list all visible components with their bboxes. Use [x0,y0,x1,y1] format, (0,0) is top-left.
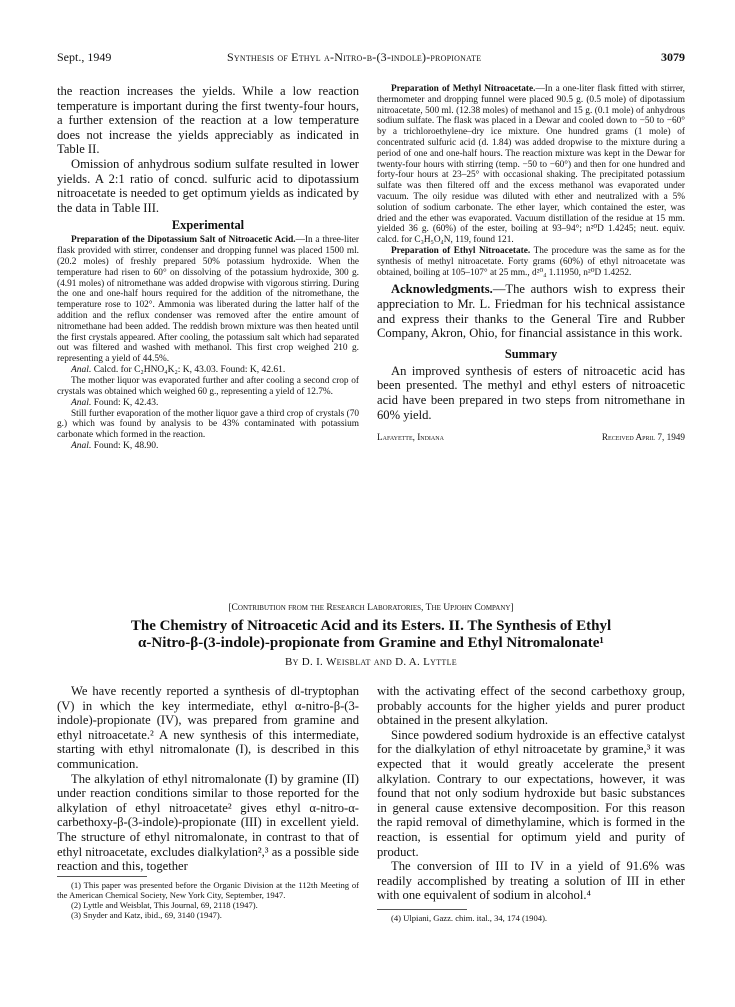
footnote: (3) Snyder and Katz, ibid., 69, 3140 (1947). [71,909,222,920]
paragraph: The alkylation of ethyl nitromalonate (I) by gramine (II) under reaction conditions similar to those reported for the alkylation of ethyl nitroacetate² gives ethyl α-nitro-α-carbethoxy-β-(3-indole)-propionate (III) in excellent yield. The structure of ethyl nitromalonate, in contrast to that of ethyl nitroacetate, excludes dialkylation²,³ as a possible side reaction and this, together [57,771,359,874]
article-title [57,618,685,652]
analysis-line [57,365,359,376]
analysis-label: Anal. [71,397,92,408]
running-header [57,50,685,66]
analysis-text: Found: K, 48.90. [93,440,159,451]
header-running-title: Synthesis of Ethyl α-Nitro-β-(3-indole)-propionate [227,50,482,64]
analysis-label: Anal. [71,440,92,451]
analysis-label: Anal. [71,364,92,375]
lower-left-column [57,684,359,920]
header-page-number: 3079 [661,50,685,64]
procedure-title: Preparation of Methyl Nitroacetate. [391,84,536,94]
footnote: (4) Ulpiani, Gazz. chim. ital., 34, 174 (1904). [391,912,548,923]
procedure-text: The procedure was the same as for the synthesis of methyl nitroacetate. Forty grams (60%) of ethyl nitroacetate was obtained, boiling at 105–107° at 25 mm., d²⁰₄ 1.11950, n²⁰D 1.4252. [377,245,686,278]
upper-left-column [57,84,359,452]
footnote: (1) This paper was presented before the Organic Division at the 112th Meeting of the American Chemical Society, New York City, September, 1947. [57,879,359,900]
procedure-paragraph: The mother liquor was evaporated further and after cooling a second crop of crystals was obtained which weighed 60 g., representing a yield of 12.7%. [57,375,359,397]
signature-line [377,432,685,442]
footnote-rule [377,909,467,910]
paragraph: with the activating effect of the second carbethoxy group, probably accounts for the higher yields and purer product obtained in the present alkylation. [377,684,685,728]
summary-heading: Summary [504,346,558,361]
acknowledgments [377,282,685,340]
paragraph: The conversion of III to IV in a yield of 91.6% was readily accomplished by treating a solution of III in ether with one equivalent of sodium in alcohol.⁴ [377,859,685,903]
procedure-text: —In a three-liter flask provided with stirrer, condenser and dropping funnel was placed 1500 ml. (20.2 moles) of freshly prepared 50% potassium hydroxide. When the temperature had risen to 60° on dissolving of the potassium hydroxide, 300 g. (4.91 moles) of nitromethane was added dropwise with vigorous stirring. During the one and one-half hours required for the addition of the nitromethane, the temperature rose to 102°. Ammonia was liberated during the latter half of the addition and the reflux condenser was removed after the entire amount of nitromethane had been added. The reddish brown mixture was then heated until the first crystals appeared. After cooling, the potassium salt which had separated out was filtered and washed with methanol. This first crop weighed 210 g. representing a yield of 44.5%. [57,235,359,365]
received-date: Received April 7, 1949 [601,432,685,443]
paragraph: We have recently reported a synthesis of dl-tryptophan (V) in which the key intermediate, ethyl α-nitro-β-(3-indole)-propionate (IV), was prepared from gramine and ethyl nitroacetate.² A new synthesis of this intermediate, starting with ethyl nitromalonate (I), is described in this communication. [57,684,359,771]
experimental-heading: Experimental [171,218,245,233]
analysis-text: Calcd. for C₂HNO₄K₂: K, 43.03. Found: K, 42.61. [93,364,286,375]
header-date: Sept., 1949 [57,50,112,64]
acknowledgments-title: Acknowledgments. [391,282,493,297]
paragraph: Since powdered sodium hydroxide is an effective catalyst for the dialkylation of ethyl nitroacetate by gramine,³ it was expected that it would greatly accelerate the present alkylation. Contrary to our expectations, however, it was found that not only sodium hydroxide but basic substances in general cause extensive decomposition. For this reason the rapid removal of dimethylamine, which is formed in the reaction, is essential for optimum yield and purity of product. [377,727,685,859]
procedure-paragraph [57,235,359,365]
article-title-line: The Chemistry of Nitroacetic Acid and its Esters. II. The Synthesis of Ethyl [130,618,612,634]
analysis-text: Found: K, 42.43. [93,397,159,408]
byline: By D. I. Weisblat and D. A. Lyttle [284,656,457,668]
analysis-line [57,441,359,452]
lower-right-column [377,684,685,923]
procedure-title: Preparation of the Dipotassium Salt of Nitroacetic Acid. [71,235,296,246]
procedure-paragraph: Still further evaporation of the mother liquor gave a third crop of crystals (70 g.) which was found by analysis to be 43% contaminated with potassium carbonate which formed in the reaction. [57,408,359,441]
procedure-title: Preparation of Ethyl Nitroacetate. [391,245,531,256]
contribution-note: [Contribution from the Research Laboratories, The Upjohn Company] [228,602,514,613]
footnote-rule [57,876,147,877]
analysis-line [57,398,359,409]
upper-right-column [377,84,685,442]
footnote: (2) Lyttle and Weisblat, This Journal, 69, 2118 (1947). [71,899,258,910]
procedure-paragraph [377,246,685,278]
procedure-paragraph [377,84,685,246]
paragraph: Omission of anhydrous sodium sulfate resulted in lower yields. A 2:1 ratio of concd. sulfuric acid to dipotassium nitroacetate is needed to get optimum yields as indicated by the data in Table III. [57,156,359,215]
article-title-line: α-Nitro-β-(3-indole)-propionate from Gramine and Ethyl Nitromalonate¹ [138,635,604,651]
paragraph: the reaction increases the yields. While a low reaction temperature is important during the first twenty-four hours, a further extension of the reaction at a low temperature does not increase the yields appreciably as indicated in Table II. [57,84,359,157]
summary-text: An improved synthesis of esters of nitroacetic acid has been presented. The methyl and ethyl esters of nitroacetic acid have been prepared in two steps from nitromethane in 60% yield. [377,363,685,422]
acknowledgments-text: —The authors wish to express their appreciation to Mr. L. Friedman for his technical assistance and express their thanks to the General Tire and Rubber Company, Akron, Ohio, for financial assistance in this work. [377,282,685,341]
procedure-text: —In a one-liter flask fitted with stirrer, thermometer and dropping funnel were placed 90.5 g. (0.5 mole) of dipotassium nitroacetate, 500 ml. (12.38 moles) of methanol and 15 g. (0.1 mole) of anhydrous sodium sulfate. The flask was placed in a Dewar and cooled down to −50 to −60° by a trichloroethylene–dry ice mixture. One hundred grams (1 mole) of concentrated sulfuric acid (d. 1.84) was added dropwise to the mixture during a period of one and one-half hours. The reaction mixture was kept in the Dewar for twenty-four hours with stirring (temp. −50 to −60°) and then for one hundred and forty-four hours at 23–25° with occasional shaking. The precipitated potassium sulfate was then filtered off and the excess methanol was evaporated under vacuum. The oily residue was diluted with ether and neutralized with a 5% solution of sodium carbonate. The ether layer, which contained the ester, was dried and the ether was evaporated. Vacuum distillation of the residue at 15 mm. yielded 36 g. (60%) of the ester, boiling at 93–94°; n²⁰D 1.4245; neut. equiv. calcd. for C₃H₅O₄N, 119, found 121. [377,84,685,246]
location: Lafayette, Indiana [377,432,444,443]
